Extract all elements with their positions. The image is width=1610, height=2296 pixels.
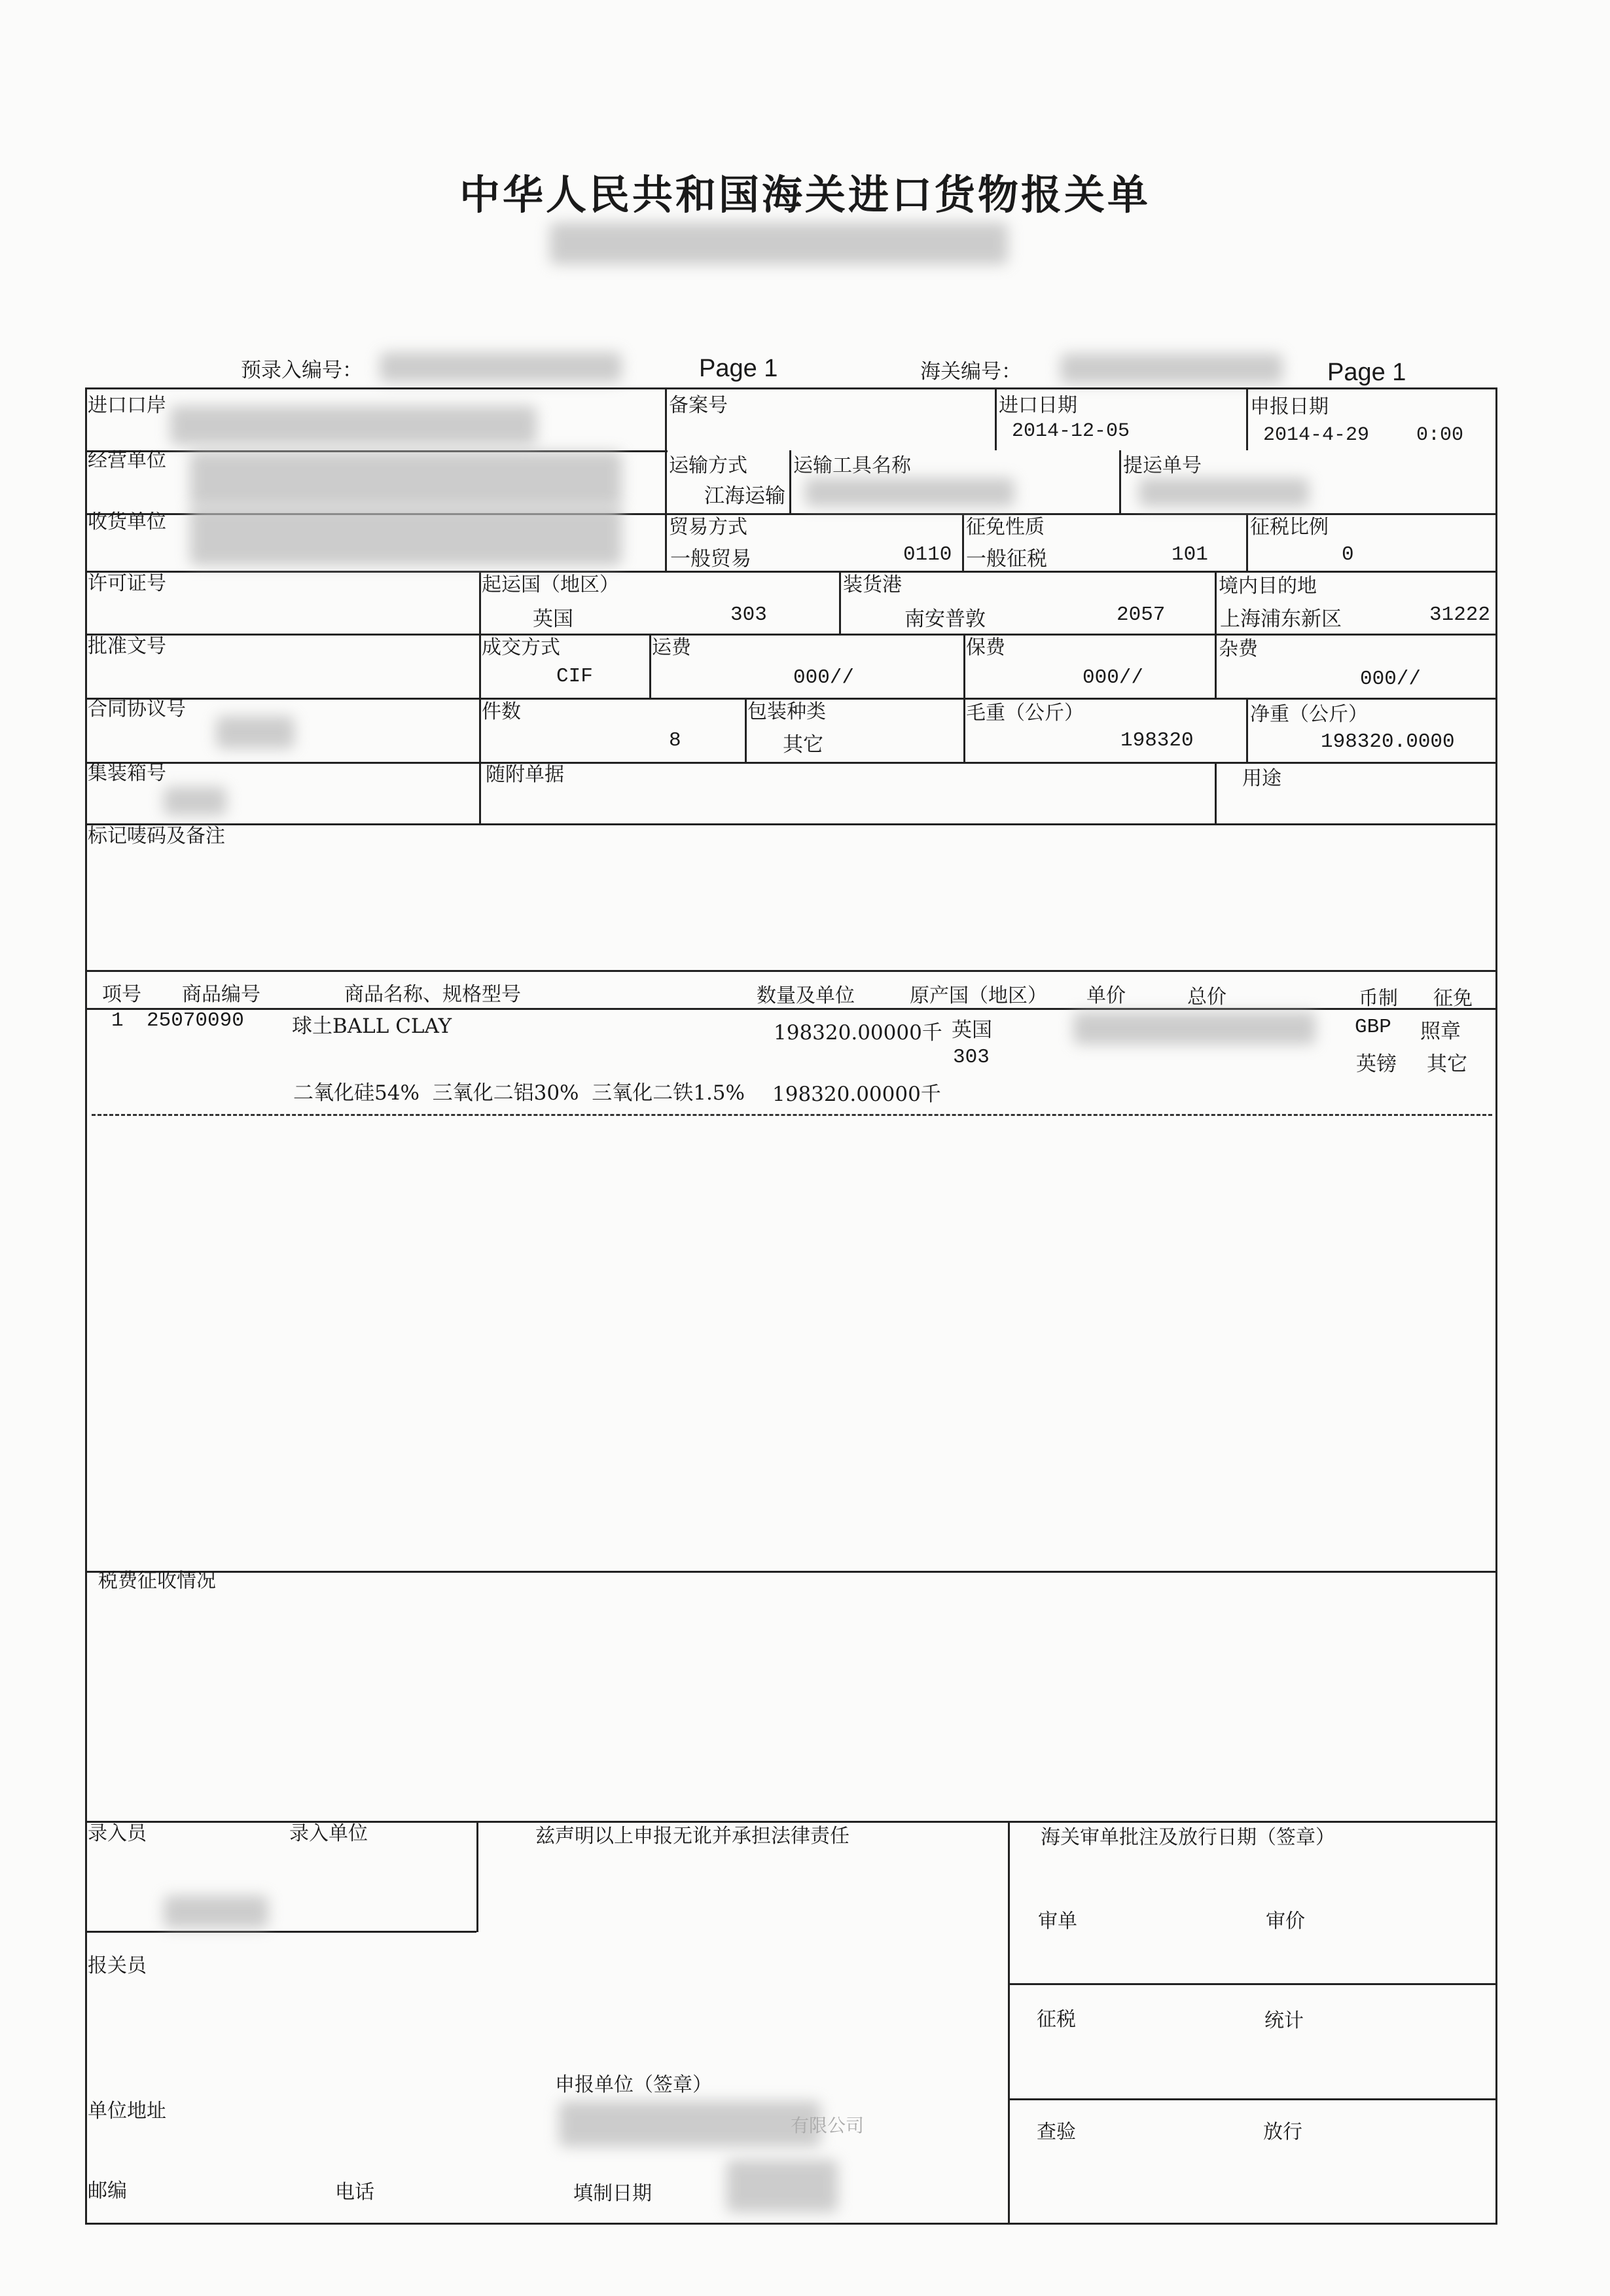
col-goods-code: 商品编号	[182, 983, 260, 1006]
declaration-text: 兹声明以上申报无讹并承担法律责任	[535, 1825, 850, 1848]
license-no-label: 许可证号	[88, 572, 166, 595]
gross-weight-label: 毛重（公斤）	[966, 702, 1084, 725]
import-port-label: 进口口岸	[88, 394, 166, 417]
goods-exemption-2: 其它	[1427, 1052, 1467, 1076]
page-indicator-right: Page 1	[1327, 359, 1406, 386]
trade-mode-label: 贸易方式	[669, 516, 747, 539]
import-date-label: 进口日期	[999, 394, 1077, 417]
purpose-label: 用途	[1242, 767, 1281, 790]
contract-no-label: 合同协议号	[88, 698, 186, 721]
redacted-price	[1073, 1012, 1315, 1045]
redacted-customs-no	[1060, 353, 1283, 384]
exemption-code: 101	[1172, 543, 1208, 566]
loading-port-code: 2057	[1117, 603, 1166, 626]
statistics-label: 统计	[1264, 2009, 1304, 2032]
goods-item-no: 1	[111, 1009, 124, 1032]
price-review-label: 审价	[1266, 1910, 1305, 1933]
redacted-container-no	[164, 787, 226, 816]
redacted-transport-name	[805, 478, 1014, 507]
transport-mode-value: 江海运输	[704, 484, 785, 508]
goods-origin-code: 303	[953, 1046, 990, 1069]
trade-mode-value: 一般贸易	[670, 547, 751, 571]
redacted-consignee	[190, 507, 622, 565]
deal-mode-value: CIF	[556, 665, 593, 688]
goods-name: 球土BALL CLAY	[292, 1014, 452, 1038]
transport-name-label: 运输工具名称	[793, 454, 911, 477]
bill-no-label: 提运单号	[1123, 454, 1202, 477]
misc-fee-label: 杂费	[1219, 637, 1258, 660]
goods-spec: 二氧化硅54% 三氧化二铝30% 三氧化二铁1.5%	[293, 1081, 745, 1105]
pieces-label: 件数	[482, 700, 521, 723]
release-label: 放行	[1263, 2121, 1302, 2144]
col-origin: 原产国（地区）	[910, 984, 1047, 1007]
redacted-declare-unit	[559, 2101, 821, 2147]
declare-date-label: 申报日期	[1250, 395, 1329, 418]
freight-value: 000//	[793, 666, 855, 689]
entry-unit-label: 录入单位	[289, 1822, 368, 1845]
tax-ratio-value: 0	[1342, 543, 1354, 566]
consignee-label: 收货单位	[88, 511, 166, 533]
misc-fee-value: 000//	[1360, 668, 1422, 691]
redacted-contract-no	[216, 716, 295, 749]
package-type-value: 其它	[783, 733, 823, 757]
redacted-entry-clerk	[164, 1895, 268, 1928]
insurance-value: 000//	[1082, 666, 1144, 689]
record-no-label: 备案号	[669, 394, 728, 417]
col-unit-price: 单价	[1086, 984, 1126, 1007]
phone-label: 电话	[335, 2181, 374, 2204]
loading-port-value: 南安普敦	[904, 607, 986, 631]
customs-approval-label: 海关审单批注及放行日期（签章）	[1041, 1826, 1335, 1849]
container-no-label: 集装箱号	[88, 762, 166, 785]
package-type-label: 包装种类	[747, 700, 826, 723]
redacted-fill-date	[726, 2160, 838, 2212]
redacted-import-port	[170, 406, 537, 445]
goods-currency-code: GBP	[1355, 1016, 1391, 1039]
declare-unit-tail: 有限公司	[791, 2115, 865, 2136]
business-unit-label: 经营单位	[88, 449, 166, 472]
tax-ratio-label: 征税比例	[1250, 516, 1329, 539]
declarant-label: 报关员	[88, 1954, 147, 1977]
col-currency: 币制	[1359, 987, 1398, 1010]
entry-clerk-label: 录入员	[88, 1822, 147, 1845]
destination-code: 31222	[1429, 603, 1491, 626]
marks-remarks-label: 标记唛码及备注	[88, 825, 225, 848]
exemption-label: 征免性质	[966, 516, 1045, 539]
col-item-no: 项号	[102, 983, 141, 1006]
review-label: 审单	[1038, 1910, 1077, 1933]
tax-status-label: 税费征收情况	[98, 1570, 216, 1592]
document-title: 中华人民共和国海关进口货物报关单	[459, 171, 1151, 219]
goods-currency: 英镑	[1356, 1052, 1397, 1076]
goods-code: 25070090	[147, 1009, 244, 1032]
origin-country-label: 起运国（地区）	[482, 573, 619, 596]
gross-weight-value: 198320	[1120, 729, 1194, 752]
trade-mode-code: 0110	[903, 543, 952, 566]
col-total-price: 总价	[1187, 986, 1226, 1009]
unit-address-label: 单位地址	[88, 2100, 166, 2123]
loading-port-label: 装货港	[843, 573, 902, 596]
goods-qty: 198320.00000千	[774, 1021, 942, 1045]
approval-no-label: 批准文号	[88, 635, 166, 658]
redacted-subtitle	[550, 223, 1008, 264]
postcode-label: 邮编	[88, 2179, 127, 2202]
col-goods-name: 商品名称、规格型号	[344, 983, 521, 1006]
exemption-value: 一般征税	[966, 547, 1047, 571]
col-exemption: 征免	[1433, 987, 1473, 1010]
import-date-value: 2014-12-05	[1012, 420, 1130, 442]
col-qty-unit: 数量及单位	[757, 984, 855, 1007]
origin-country-code: 303	[730, 603, 767, 626]
fill-date-label: 填制日期	[573, 2182, 652, 2205]
net-weight-value: 198320.0000	[1321, 730, 1455, 753]
inspection-label: 查验	[1037, 2121, 1076, 2144]
pieces-value: 8	[669, 729, 681, 752]
attached-docs-label: 随附单据	[486, 763, 564, 786]
declare-date-value: 2014-4-29 0:00	[1263, 424, 1464, 446]
pre-entry-label: 预录入编号：	[241, 359, 363, 382]
redacted-pre-entry-no	[380, 352, 622, 382]
transport-mode-label: 运输方式	[669, 454, 747, 477]
goods-exemption: 照章	[1420, 1020, 1461, 1043]
freight-label: 运费	[652, 636, 691, 659]
redacted-business-unit	[190, 452, 622, 507]
page-indicator-left: Page 1	[699, 355, 778, 382]
goods-origin: 英国	[952, 1018, 992, 1042]
declare-unit-sign-label: 申报单位（签章）	[555, 2073, 712, 2096]
insurance-label: 保费	[966, 636, 1005, 659]
customs-no-label: 海关编号：	[920, 360, 1022, 384]
tax-levy-label: 征税	[1037, 2008, 1076, 2031]
goods-qty-2: 198320.00000千	[772, 1083, 941, 1106]
destination-label: 境内目的地	[1219, 575, 1317, 598]
deal-mode-label: 成交方式	[482, 636, 560, 659]
redacted-bill-no	[1139, 478, 1309, 507]
net-weight-label: 净重（公斤）	[1250, 703, 1368, 726]
destination-value: 上海浦东新区	[1220, 607, 1342, 631]
origin-country-value: 英国	[533, 607, 573, 631]
